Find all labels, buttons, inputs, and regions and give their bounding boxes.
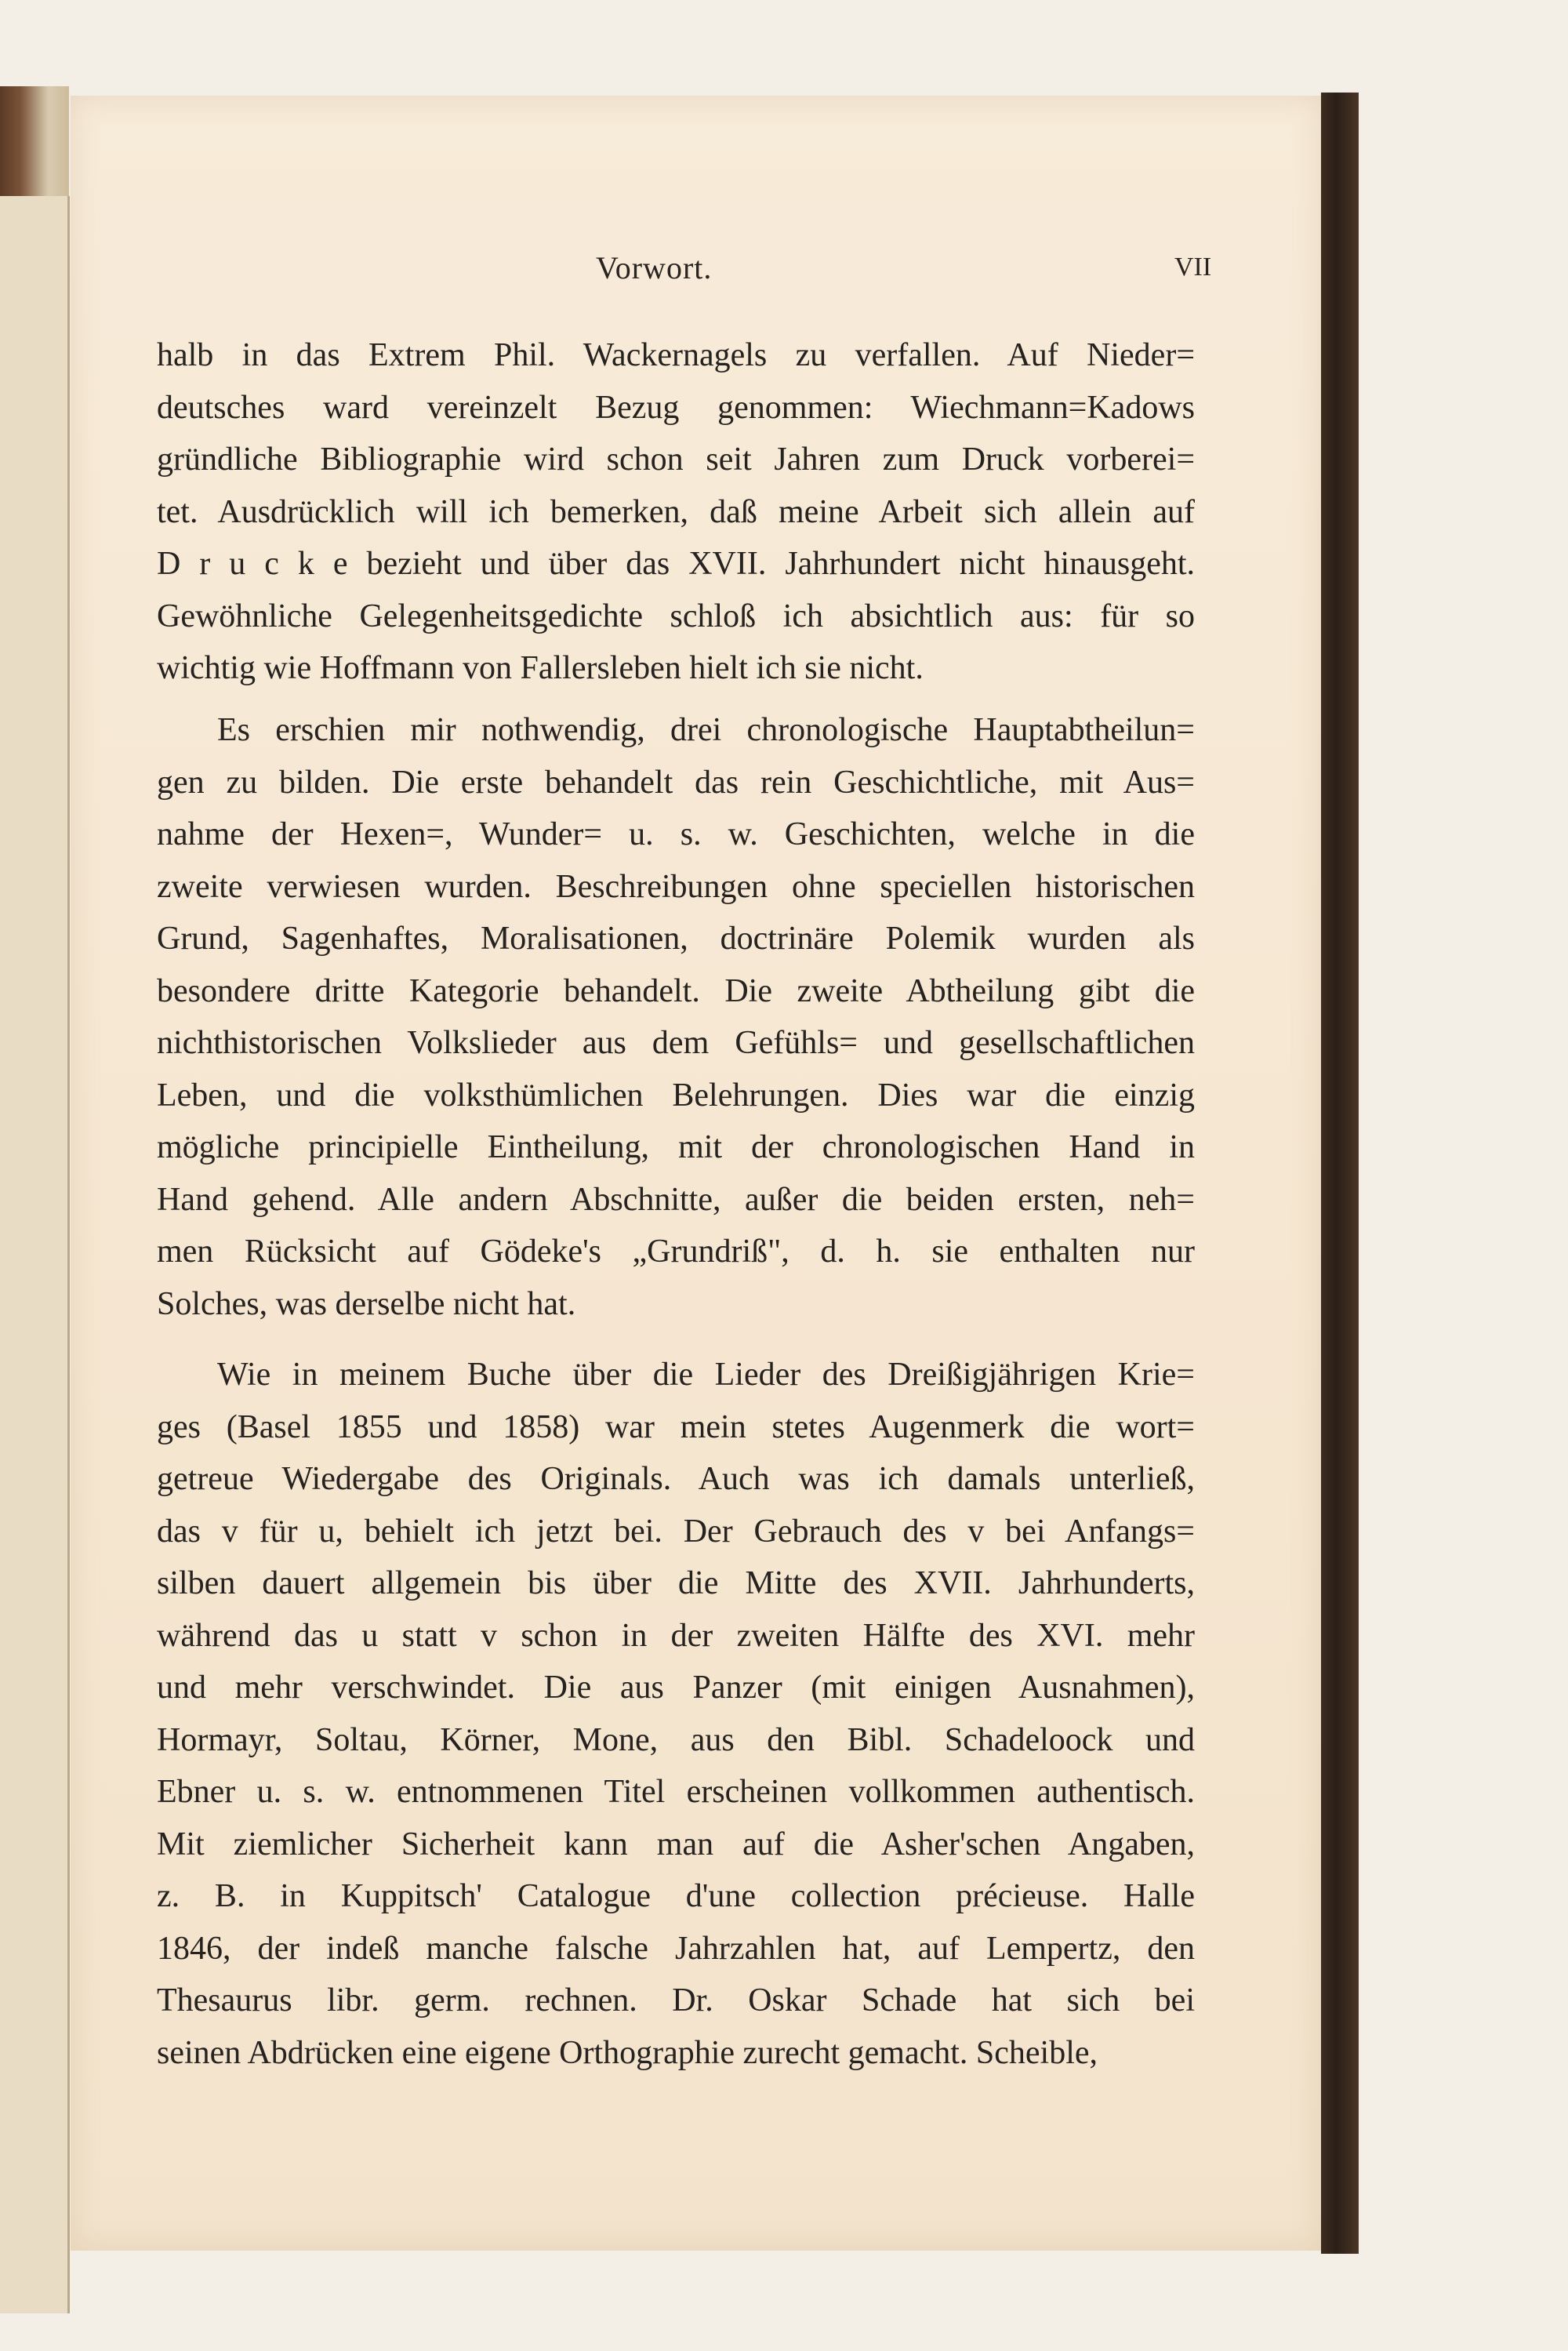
text-line: Thesaurus libr. germ. rechnen. Dr. Oskar Schade hat sich bei [157, 1982, 1195, 2019]
running-head: Vorwort. [596, 250, 713, 285]
text-line: während das u statt v schon in der zweiten Hälfte des XVI. mehr [157, 1617, 1195, 1654]
text-line: Ebner u. s. w. entnommenen Titel erscheinen vollkommen authentisch. [157, 1774, 1195, 1810]
text-line: 1846, der indeß manche falsche Jahrzahlen hat, auf Lempertz, den [157, 1930, 1195, 1967]
text-line: das v für u, behielt ich jetzt bei. Der Gebrauch des v bei Anfangs= [157, 1513, 1195, 1550]
text-line: halb in das Extrem Phil. Wackernagels zu verfallen. Auf Nieder= [157, 337, 1195, 373]
text-line: tet. Ausdrücklich will ich bemerken, daß meine Arbeit sich allein auf [157, 493, 1195, 530]
text-line: mögliche principielle Eintheilung, mit der chronologischen Hand in [157, 1129, 1195, 1165]
text-line: Es erschien mir nothwendig, drei chronologische Hauptabtheilun= [217, 712, 1195, 748]
text-line: nichthistorischen Volkslieder aus dem Gefühls= und gesellschaftlichen [157, 1025, 1195, 1061]
text-line: Wie in meinem Buche über die Lieder des Dreißigjährigen Krie= [217, 1357, 1195, 1393]
text-line: Hand gehend. Alle andern Abschnitte, außer die beiden ersten, neh= [157, 1181, 1195, 1218]
text-line: deutsches ward vereinzelt Bezug genommen: Wiechmann=Kadows [157, 389, 1195, 426]
text-line: wichtig wie Hoffmann von Fallersleben hielt ich sie nicht. [157, 650, 924, 686]
text-line: Hormayr, Soltau, Körner, Mone, aus den Bibl. Schadeloock und [157, 1721, 1195, 1758]
text-line: silben dauert allgemein bis über die Mitte des XVII. Jahrhunderts, [157, 1565, 1195, 1601]
text-line: men Rücksicht auf Gödeke's „Grundriß", d. h. sie enthalten nur [157, 1234, 1195, 1270]
text-line: Leben, und die volksthümlichen Belehrungen. Dies war die einzig [157, 1077, 1195, 1114]
text-line: z. B. in Kuppitsch' Catalogue d'une collection précieuse. Halle [157, 1878, 1195, 1914]
text-line: zweite verwiesen wurden. Beschreibungen ohne speciellen historischen [157, 868, 1195, 905]
text-line: und mehr verschwindet. Die aus Panzer (mit einigen Ausnahmen), [157, 1670, 1195, 1706]
text-line: D r u c k e bezieht und über das XVII. Jahrhundert nicht hinausgeht. [157, 546, 1195, 582]
text-line: Solches, was derselbe nicht hat. [157, 1285, 576, 1322]
text-line: seinen Abdrücken eine eigene Orthographie zurecht gemacht. Scheible, [157, 2034, 1098, 2071]
text-line: getreue Wiedergabe des Originals. Auch was ich damals unterließ, [157, 1461, 1195, 1497]
text-line: Grund, Sagenhaftes, Moralisationen, doctrinäre Polemik wurden als [157, 921, 1195, 957]
text-line: gründliche Bibliographie wird schon seit Jahren zum Druck vorberei= [157, 441, 1195, 478]
text-line: ges (Basel 1855 und 1858) war mein stetes Augenmerk die wort= [157, 1408, 1195, 1445]
text-line: Gewöhnliche Gelegenheitsgedichte schloß ich absichtlich aus: für so [157, 598, 1195, 634]
text-line: gen zu bilden. Die erste behandelt das rein Geschichtliche, mit Aus= [157, 764, 1195, 801]
text-line: besondere dritte Kategorie behandelt. Die zweite Abtheilung gibt die [157, 972, 1195, 1009]
page-number: VII [1174, 253, 1212, 282]
text-line: nahme der Hexen=, Wunder= u. s. w. Geschichten, welche in die [157, 816, 1195, 852]
facing-page-edge [0, 86, 69, 2251]
facing-page [0, 196, 70, 2313]
book-cover-edge [1321, 93, 1359, 2254]
text-line: Mit ziemlicher Sicherheit kann man auf die Asher'schen Angaben, [157, 1826, 1195, 1862]
